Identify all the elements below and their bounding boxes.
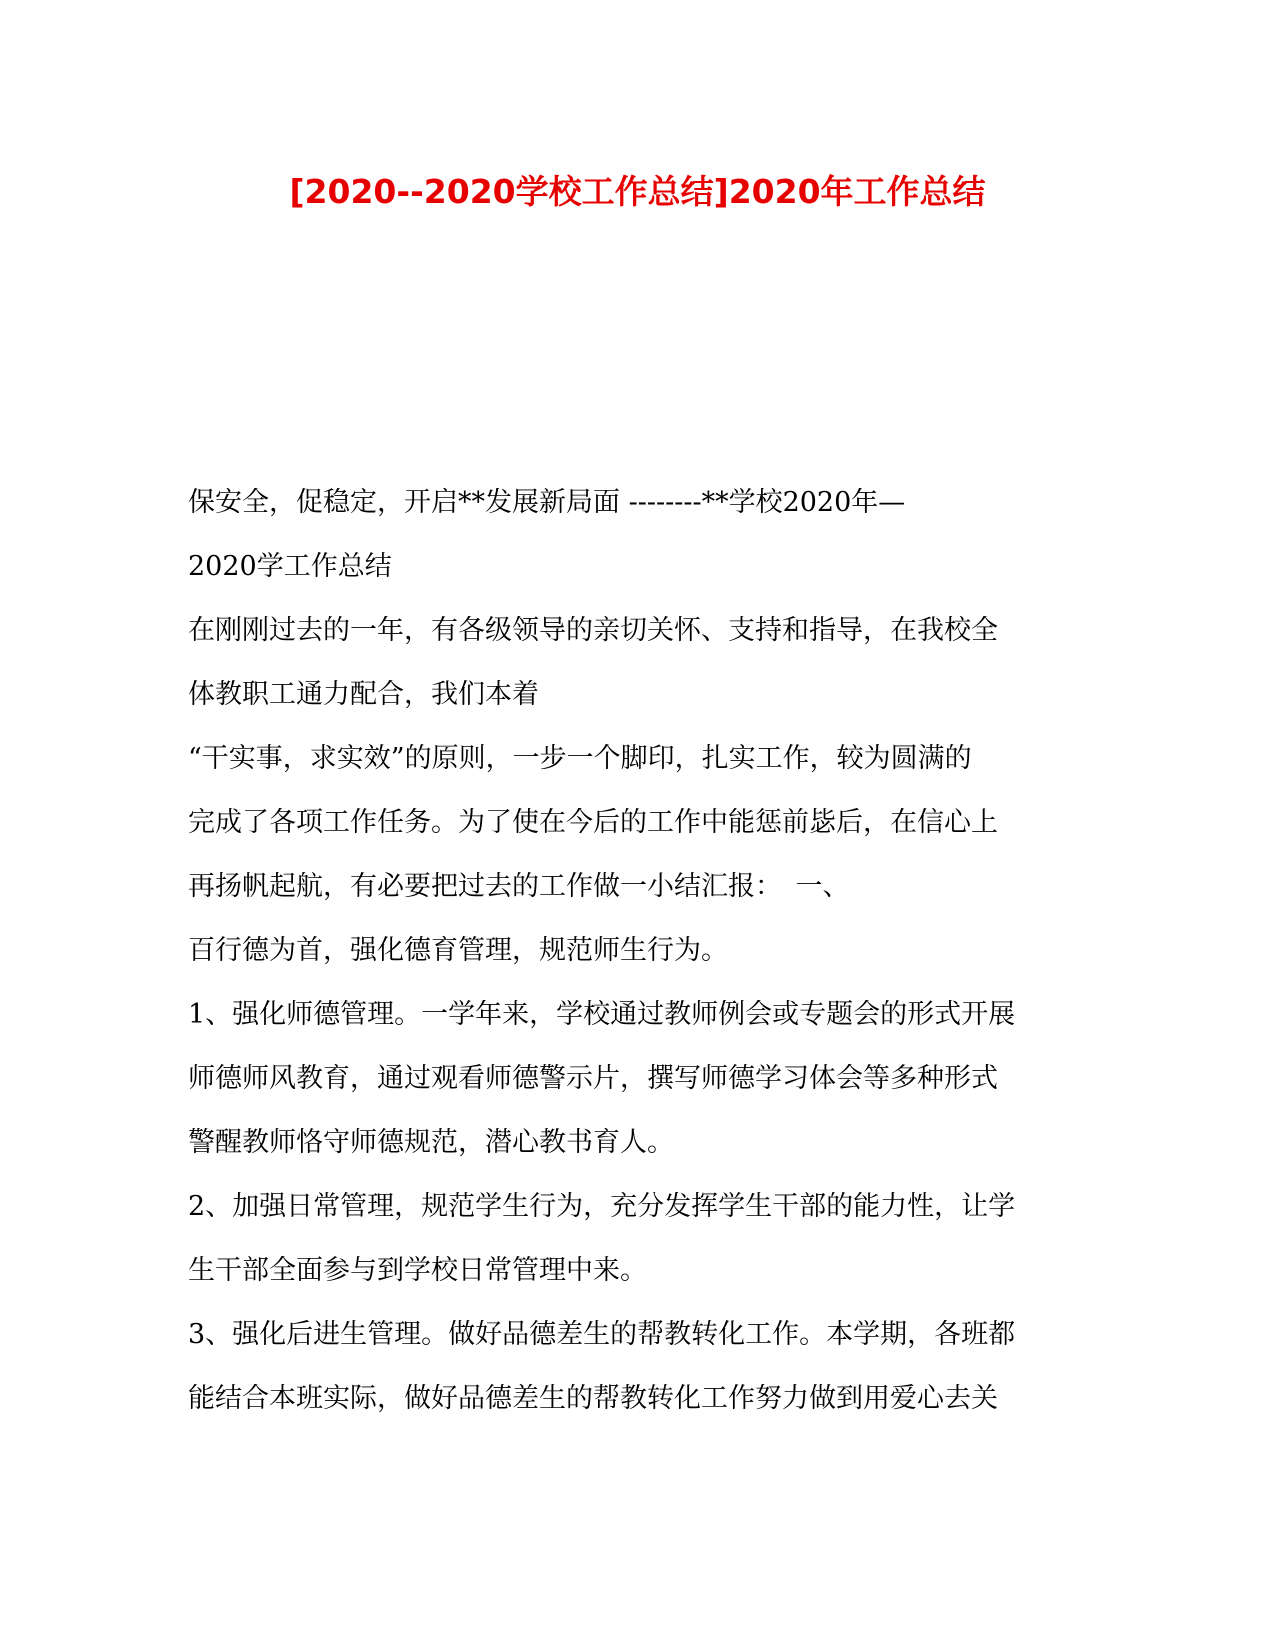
body-line: 再扬帆起航，有必要把过去的工作做一小结汇报： 一、 [188, 872, 850, 902]
body-line: 警醒教师恪守师德规范，潜心教书育人。 [188, 1128, 674, 1158]
body-line: 保安全，促稳定，开启**发展新局面 --------**学校2020年— [188, 488, 906, 518]
body-line: 3、强化后进生管理。做好品德差生的帮教转化工作。本学期，各班都 [188, 1320, 1016, 1350]
body-line: 1、强化师德管理。一学年来，学校通过教师例会或专题会的形式开展 [188, 1000, 1016, 1030]
document-title: [2020--2020学校工作总结]2020年工作总结 [289, 172, 986, 211]
body-line: 生干部全面参与到学校日常管理中来。 [188, 1256, 647, 1286]
body-line: 师德师风教育，通过观看师德警示片，撰写师德学习体会等多种形式 [188, 1064, 998, 1094]
body-line: 百行德为首，强化德育管理，规范师生行为。 [188, 936, 728, 966]
body-line: 能结合本班实际，做好品德差生的帮教转化工作努力做到用爱心去关 [188, 1384, 998, 1414]
body-line: 在刚刚过去的一年，有各级领导的亲切关怀、支持和指导，在我校全 [188, 616, 998, 646]
body-line: 体教职工通力配合，我们本着 [188, 680, 539, 710]
body-line: 2020学工作总结 [188, 552, 392, 582]
body-line: 2、加强日常管理，规范学生行为，充分发挥学生干部的能力性，让学 [188, 1192, 1016, 1222]
body-line: “干实事，求实效”的原则，一步一个脚印，扎实工作，较为圆满的 [188, 744, 972, 774]
body-line: 完成了各项工作任务。为了使在今后的工作中能惩前毖后，在信心上 [188, 808, 998, 838]
document-body [188, 488, 1088, 1448]
